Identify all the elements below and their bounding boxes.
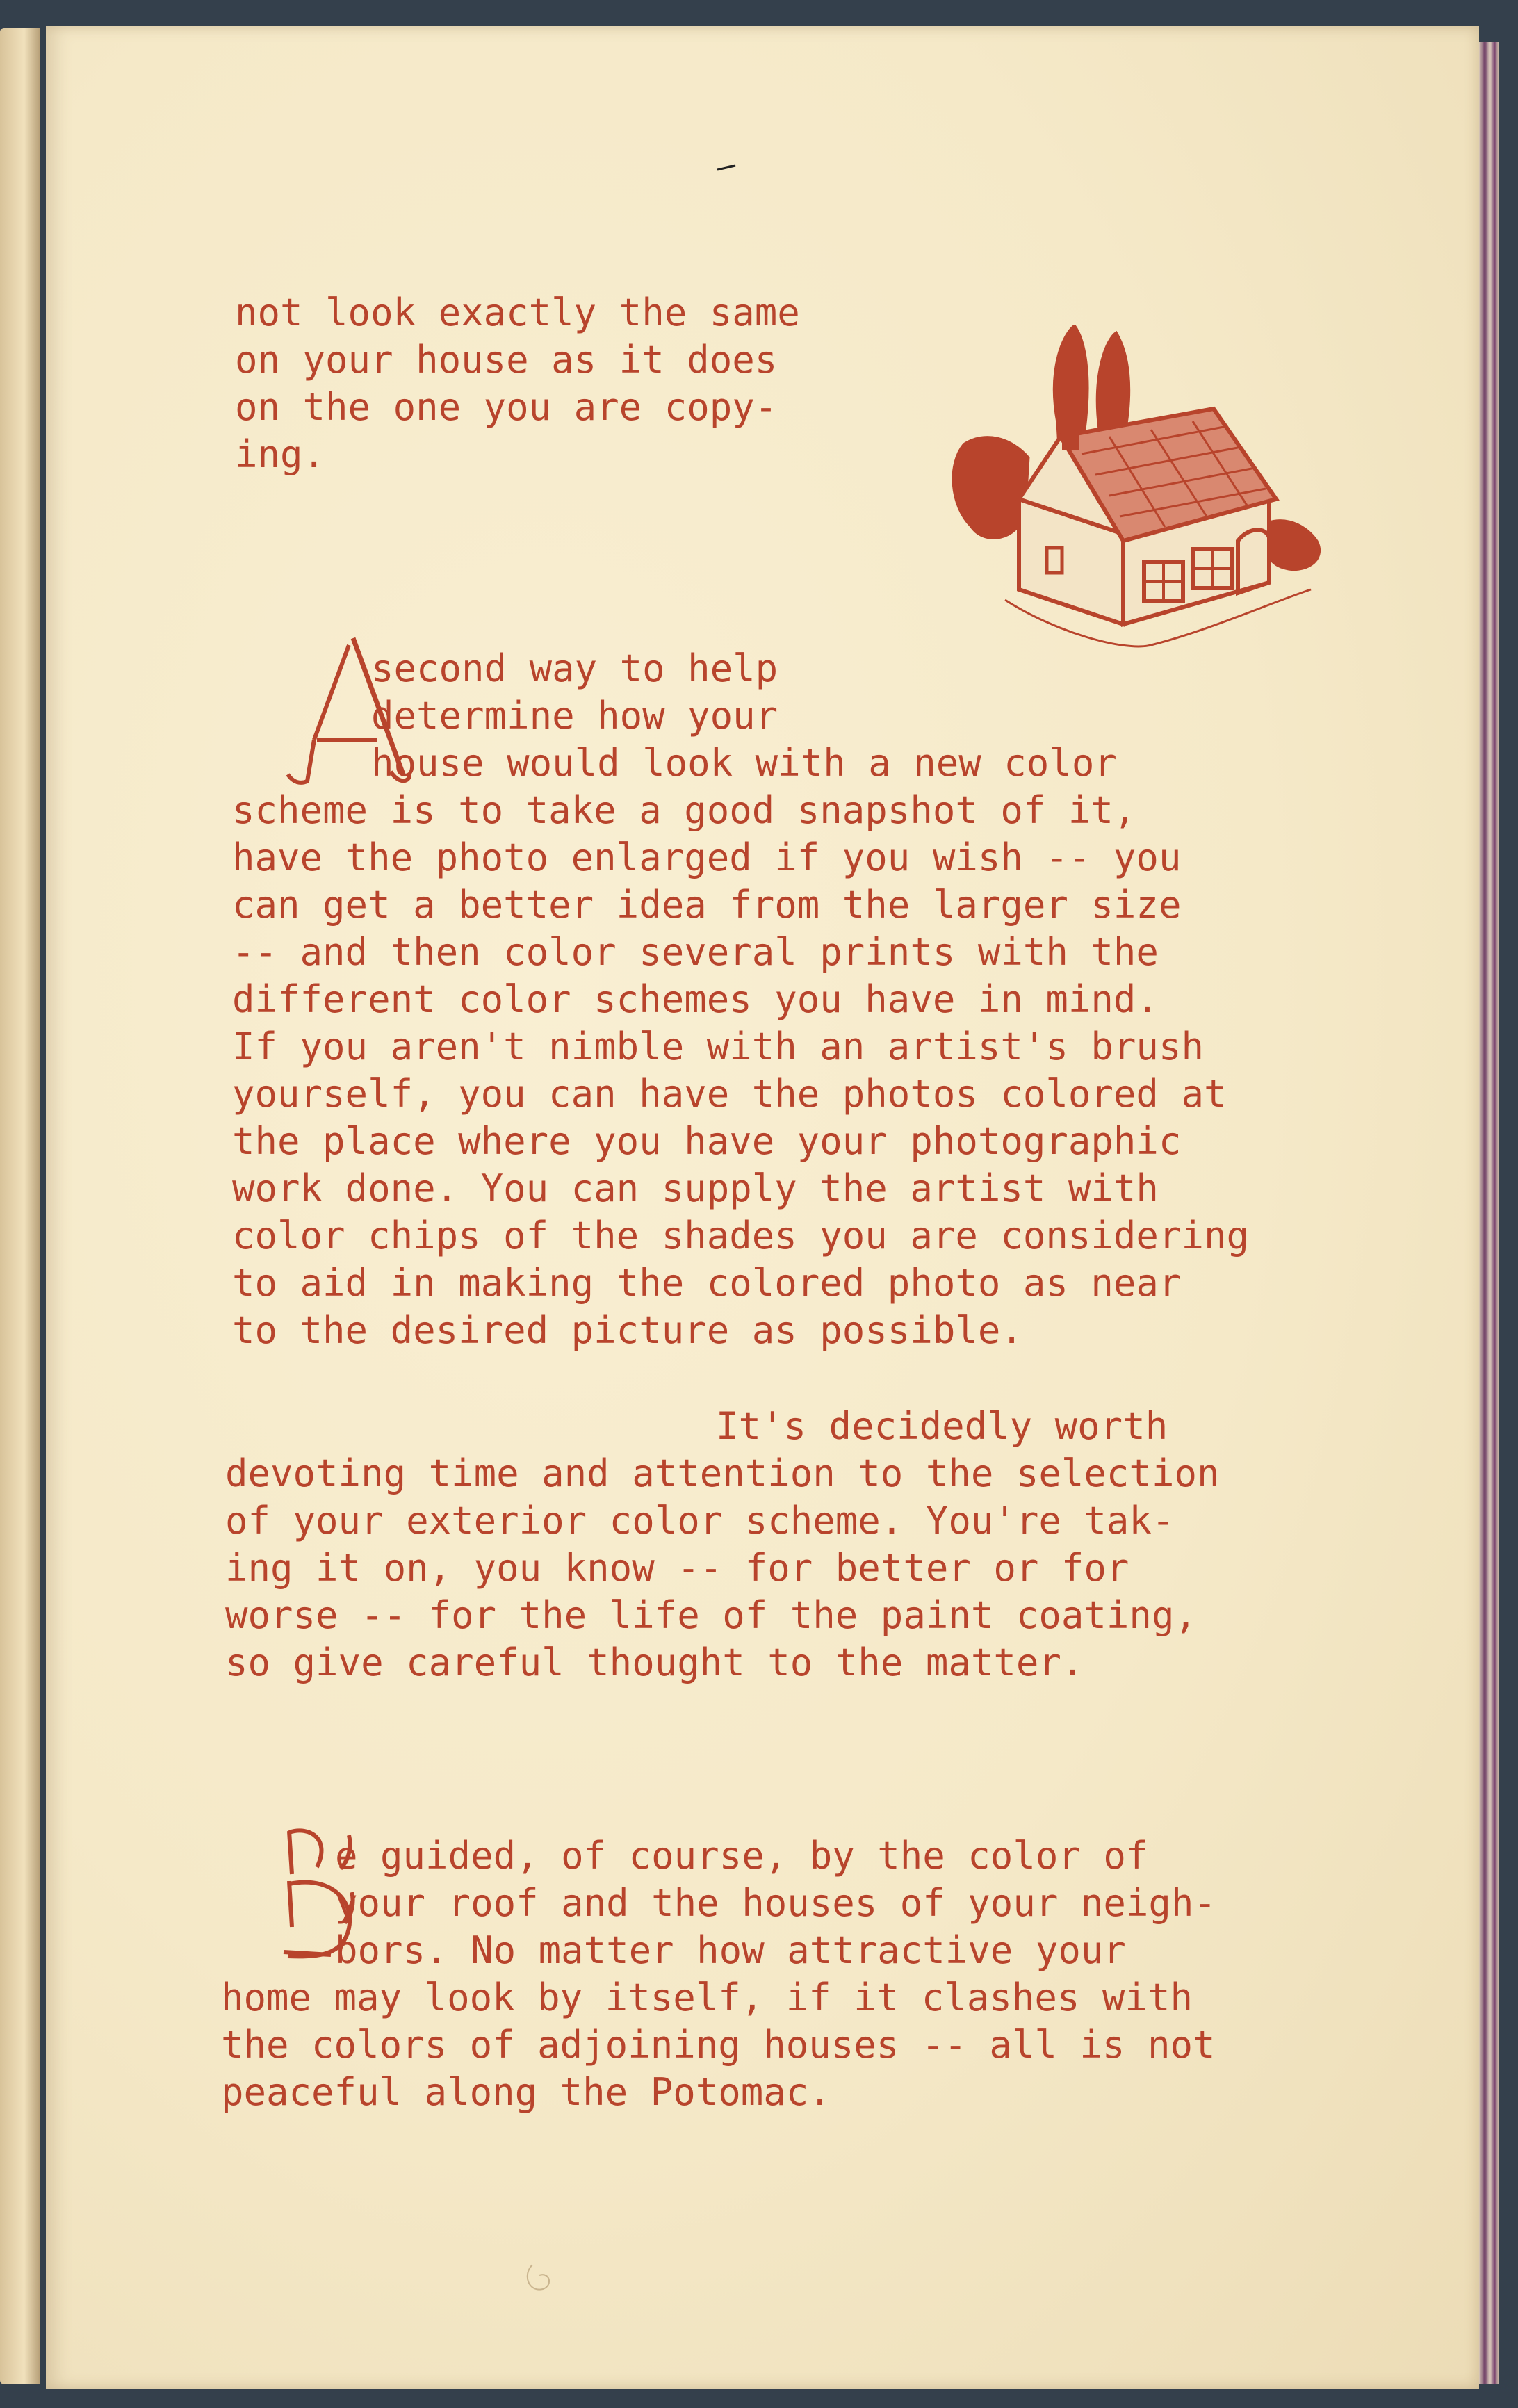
text-line: work done. You can supply the artist with — [232, 1166, 1159, 1210]
text-line: determine how your — [371, 694, 778, 738]
text-line: devoting time and attention to the selection — [225, 1451, 1220, 1495]
text-line: on the one you are copy- — [235, 385, 778, 429]
text-line: scheme is to take a good snapshot of it, — [232, 788, 1136, 832]
text-line: so give careful thought to the matter. — [225, 1641, 1084, 1684]
text-line: e guided, of course, by the color of — [335, 1834, 1149, 1878]
text-line: not look exactly the same — [235, 291, 800, 334]
text-line: of your exterior color scheme. You're tak- — [225, 1499, 1175, 1543]
text-line: ing. — [235, 432, 326, 476]
text-line: second way to help — [371, 646, 778, 690]
previous-page-edge — [0, 28, 40, 2384]
text-line: worse -- for the life of the paint coating, — [225, 1593, 1197, 1637]
text-line: to the desired picture as possible. — [232, 1308, 1023, 1352]
text-line: bors. No matter how attractive your — [335, 1928, 1126, 1972]
text-line: yourself, you can have the photos colored at — [232, 1072, 1227, 1116]
text-line: If you aren't nimble with an artist's brush — [232, 1025, 1204, 1068]
text-line: house would look with a new color — [371, 741, 1117, 785]
text-line: home may look by itself, if it clashes with — [221, 1976, 1193, 2019]
text-line: your roof and the houses of your neigh- — [335, 1881, 1216, 1925]
text-line: have the photo enlarged if you wish -- you — [232, 836, 1182, 879]
page-stack-edge — [1479, 42, 1499, 2384]
text-line: on your house as it does — [235, 338, 778, 382]
text-line: -- and then color several prints with the — [232, 930, 1159, 974]
text-line: the colors of adjoining houses -- all is not — [221, 2023, 1216, 2067]
text-line: can get a better idea from the larger size — [232, 883, 1182, 927]
stray-mark — [716, 163, 737, 172]
text-line: to aid in making the colored photo as near — [232, 1261, 1182, 1305]
text-line: peaceful along the Potomac. — [221, 2070, 831, 2114]
text-line: different color schemes you have in mind. — [232, 977, 1159, 1021]
text-line: color chips of the shades you are considering — [232, 1214, 1249, 1258]
pencil-mark — [519, 2258, 560, 2300]
cottage-illustration — [942, 325, 1332, 687]
text-line: ing it on, you know -- for better or for — [225, 1546, 1129, 1590]
text-line: the place where you have your photographic — [232, 1119, 1182, 1163]
book-page — [46, 26, 1479, 2389]
text-line: It's decidedly worth — [716, 1404, 1168, 1448]
